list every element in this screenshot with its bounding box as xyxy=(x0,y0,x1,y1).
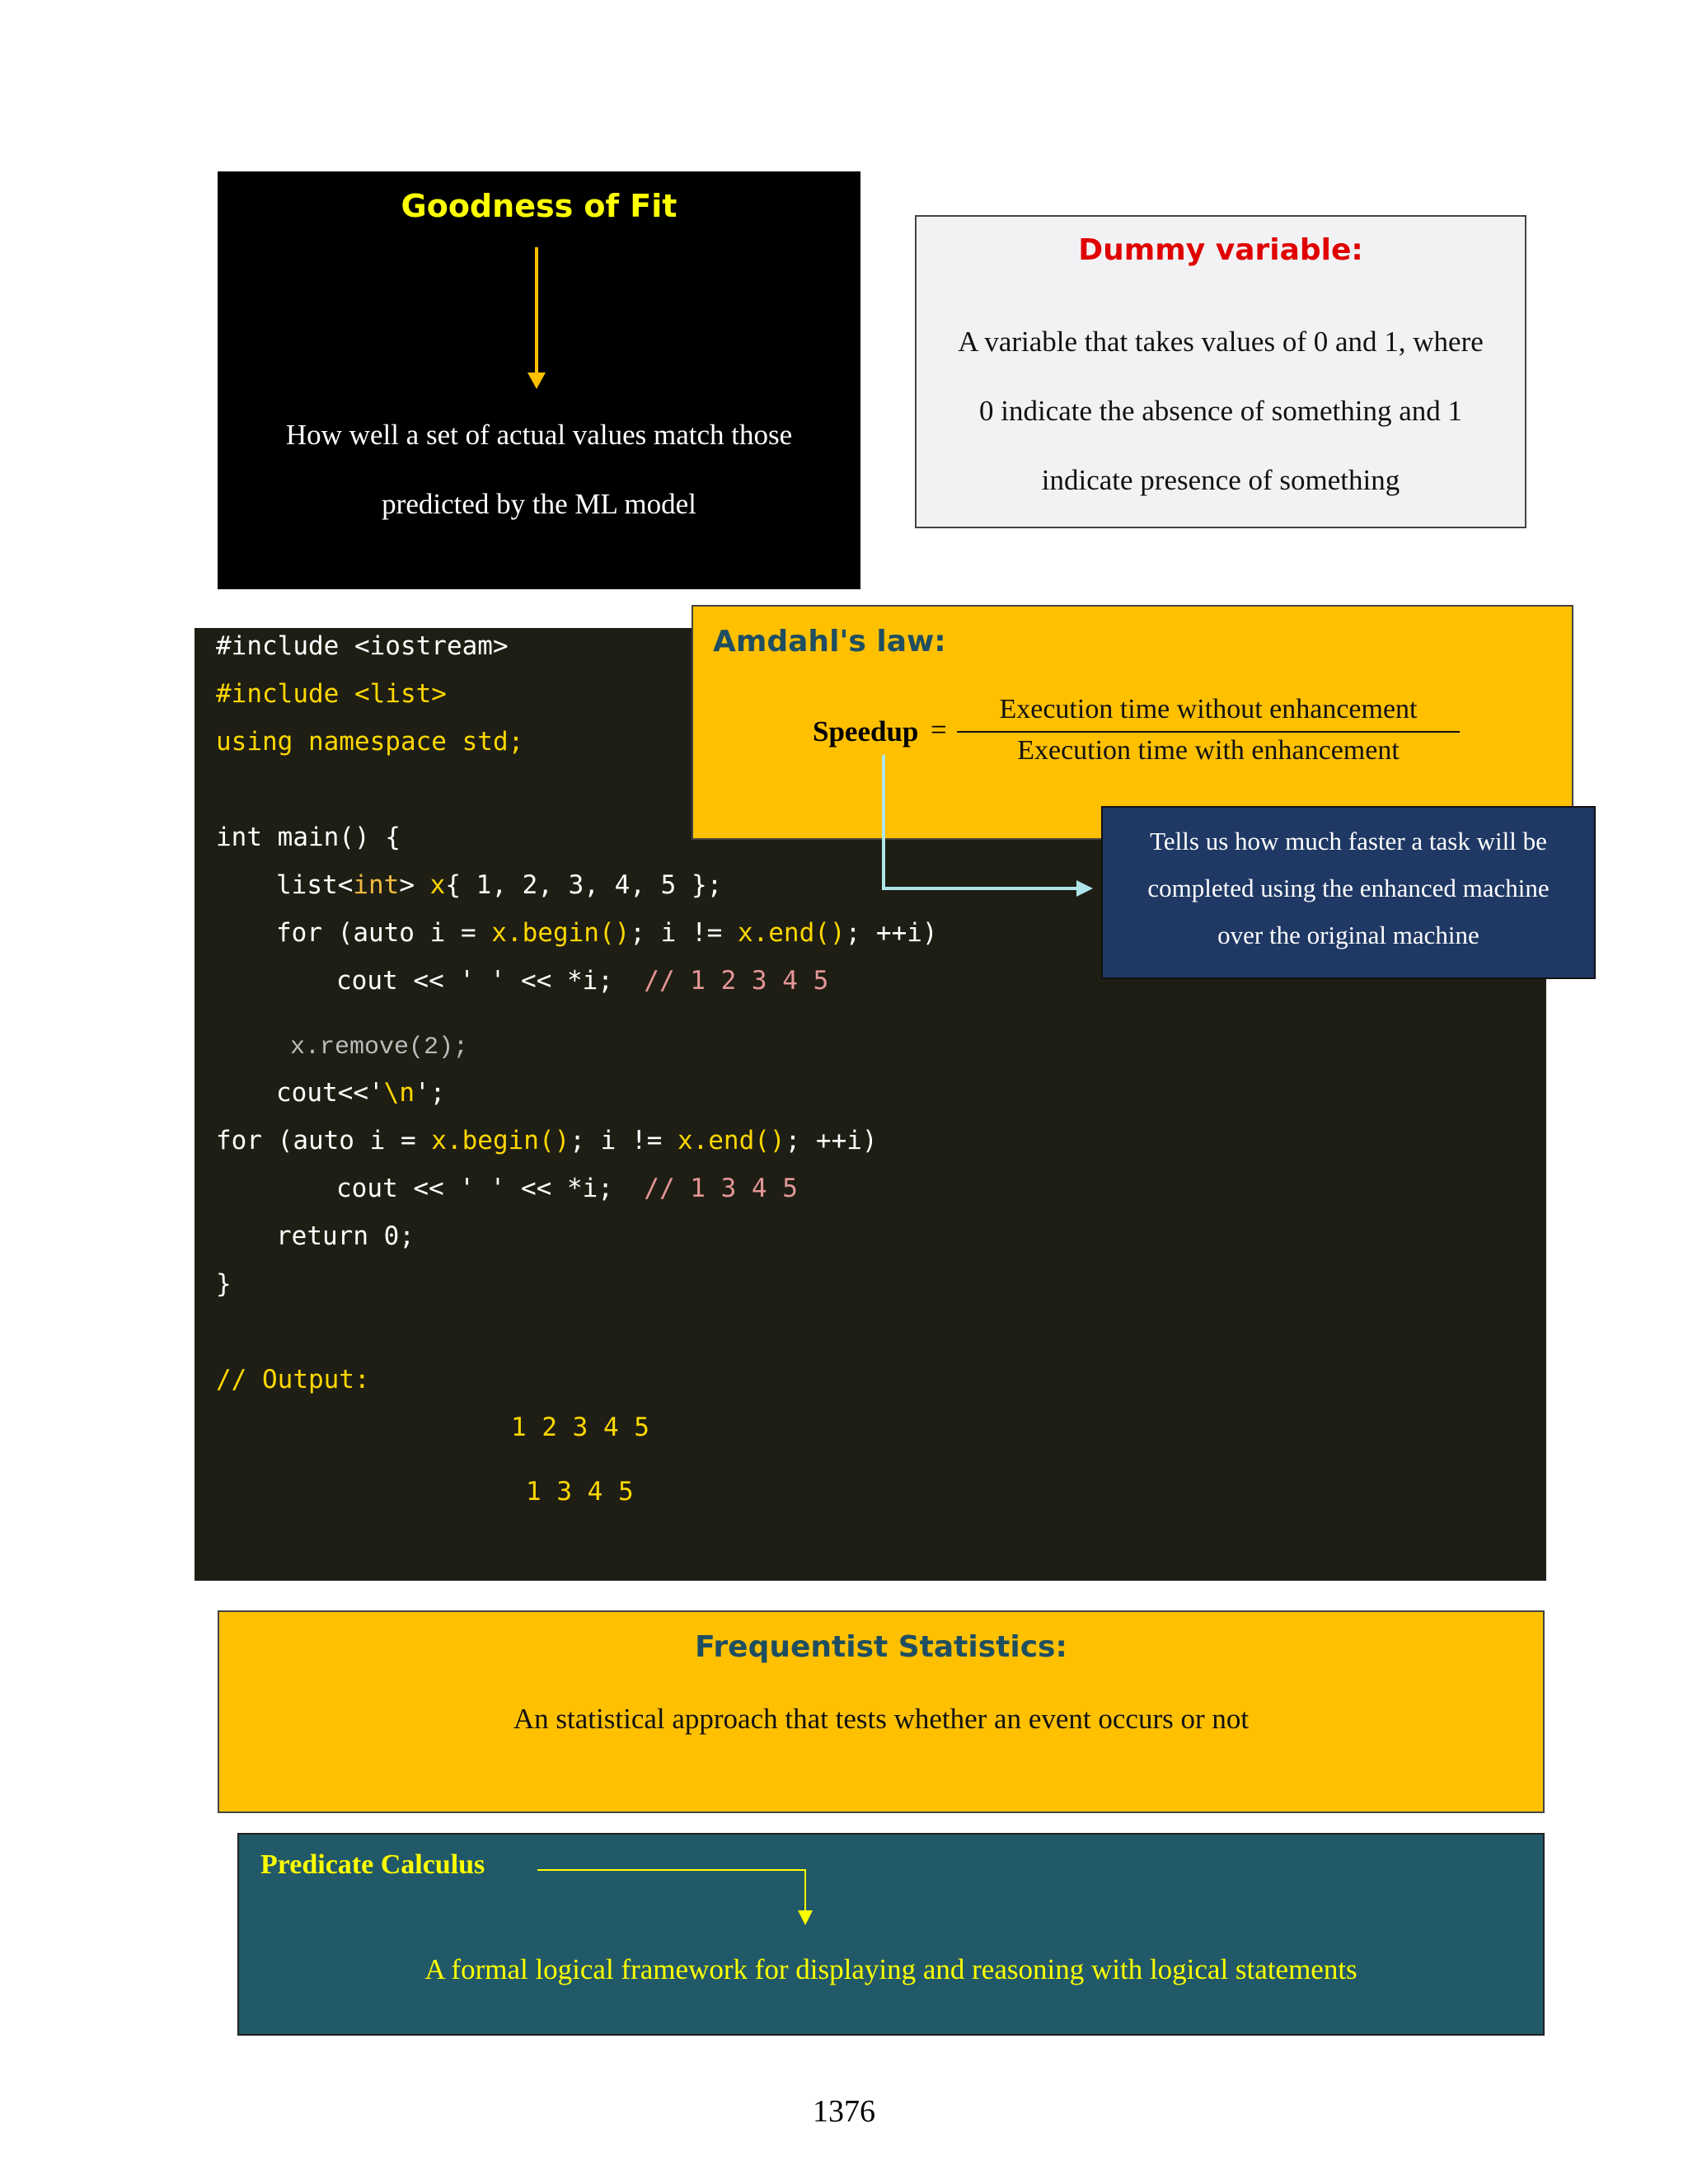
down-arrow-icon xyxy=(535,247,538,374)
code-line: int main() { xyxy=(216,823,401,852)
code-line: cout << ' ' << *i; // 1 3 4 5 xyxy=(336,1174,798,1203)
explanation-line: Tells us how much faster a task will be xyxy=(1150,827,1547,855)
frequentist-title: Frequentist Statistics: xyxy=(695,1630,1067,1664)
speedup-explanation xyxy=(1103,818,1594,958)
definition-line: indicate presence of something xyxy=(1041,464,1400,496)
arrowhead-icon xyxy=(528,373,546,389)
speedup-explanation-card xyxy=(1101,806,1596,979)
fraction-denominator: Execution time with enhancement xyxy=(1017,735,1400,766)
connector-line xyxy=(882,755,885,890)
connector-line xyxy=(537,1869,806,1871)
dummy-variable-definition xyxy=(917,307,1525,515)
fraction-numerator: Execution time without enhancement xyxy=(999,694,1418,724)
right-arrowhead-icon xyxy=(1076,880,1093,897)
code-line: cout<<'\n'; xyxy=(276,1078,446,1108)
code-line: for (auto i = x.begin(); i != x.end(); ++i) xyxy=(216,1126,878,1155)
code-line: return 0; xyxy=(276,1221,415,1251)
output-line: 1 2 3 4 5 xyxy=(511,1413,649,1442)
explanation-line: over the original machine xyxy=(1217,921,1479,949)
definition-line: 0 indicate the absence of something and 1 xyxy=(978,395,1463,427)
explanation-line: completed using the enhanced machine xyxy=(1147,874,1550,902)
definition-line: A variable that takes values of 0 and 1, where xyxy=(958,326,1484,358)
equals-sign: = xyxy=(931,714,947,746)
code-line: } xyxy=(216,1269,232,1299)
goodness-of-fit-definition xyxy=(218,401,860,539)
definition-line: How well a set of actual values match those xyxy=(285,419,793,451)
down-arrowhead-icon xyxy=(798,1910,813,1925)
page-number: 1376 xyxy=(813,2094,875,2129)
amdahls-law-title: Amdahl's law: xyxy=(713,625,946,658)
predicate-calculus-card xyxy=(237,1833,1545,2036)
code-line: cout << ' ' << *i; // 1 2 3 4 5 xyxy=(336,966,829,996)
code-line: #include <iostream> xyxy=(216,631,509,661)
amdahls-law-card xyxy=(692,605,1573,840)
code-line: using namespace std; xyxy=(216,727,524,757)
definition-line: predicted by the ML model xyxy=(382,488,696,520)
dummy-variable-card xyxy=(915,215,1526,528)
frequentist-definition: An statistical approach that tests whether an event occurs or not xyxy=(513,1703,1250,1735)
fraction-bar xyxy=(957,731,1460,733)
connector-line xyxy=(882,887,1080,890)
output-line: 1 3 4 5 xyxy=(526,1477,634,1507)
code-line: #include <list> xyxy=(216,679,447,709)
speedup-label: Speedup xyxy=(813,715,919,748)
code-line: x.remove(2); xyxy=(290,1033,469,1062)
frequentist-statistics-card xyxy=(218,1610,1545,1813)
code-line: for (auto i = x.begin(); i != x.end(); ++i) xyxy=(276,918,938,948)
goodness-of-fit-title: Goodness of Fit xyxy=(401,188,678,224)
predicate-calculus-definition: A formal logical framework for displaying and reasoning with logical statements xyxy=(424,1953,1357,1985)
goodness-of-fit-card xyxy=(218,171,860,589)
predicate-calculus-title: Predicate Calculus xyxy=(260,1849,485,1880)
dummy-variable-title: Dummy variable: xyxy=(1078,233,1363,267)
connector-line xyxy=(804,1869,806,1912)
code-comment: // Output: xyxy=(216,1365,370,1394)
code-line: list<int> x{ 1, 2, 3, 4, 5 }; xyxy=(276,870,723,900)
